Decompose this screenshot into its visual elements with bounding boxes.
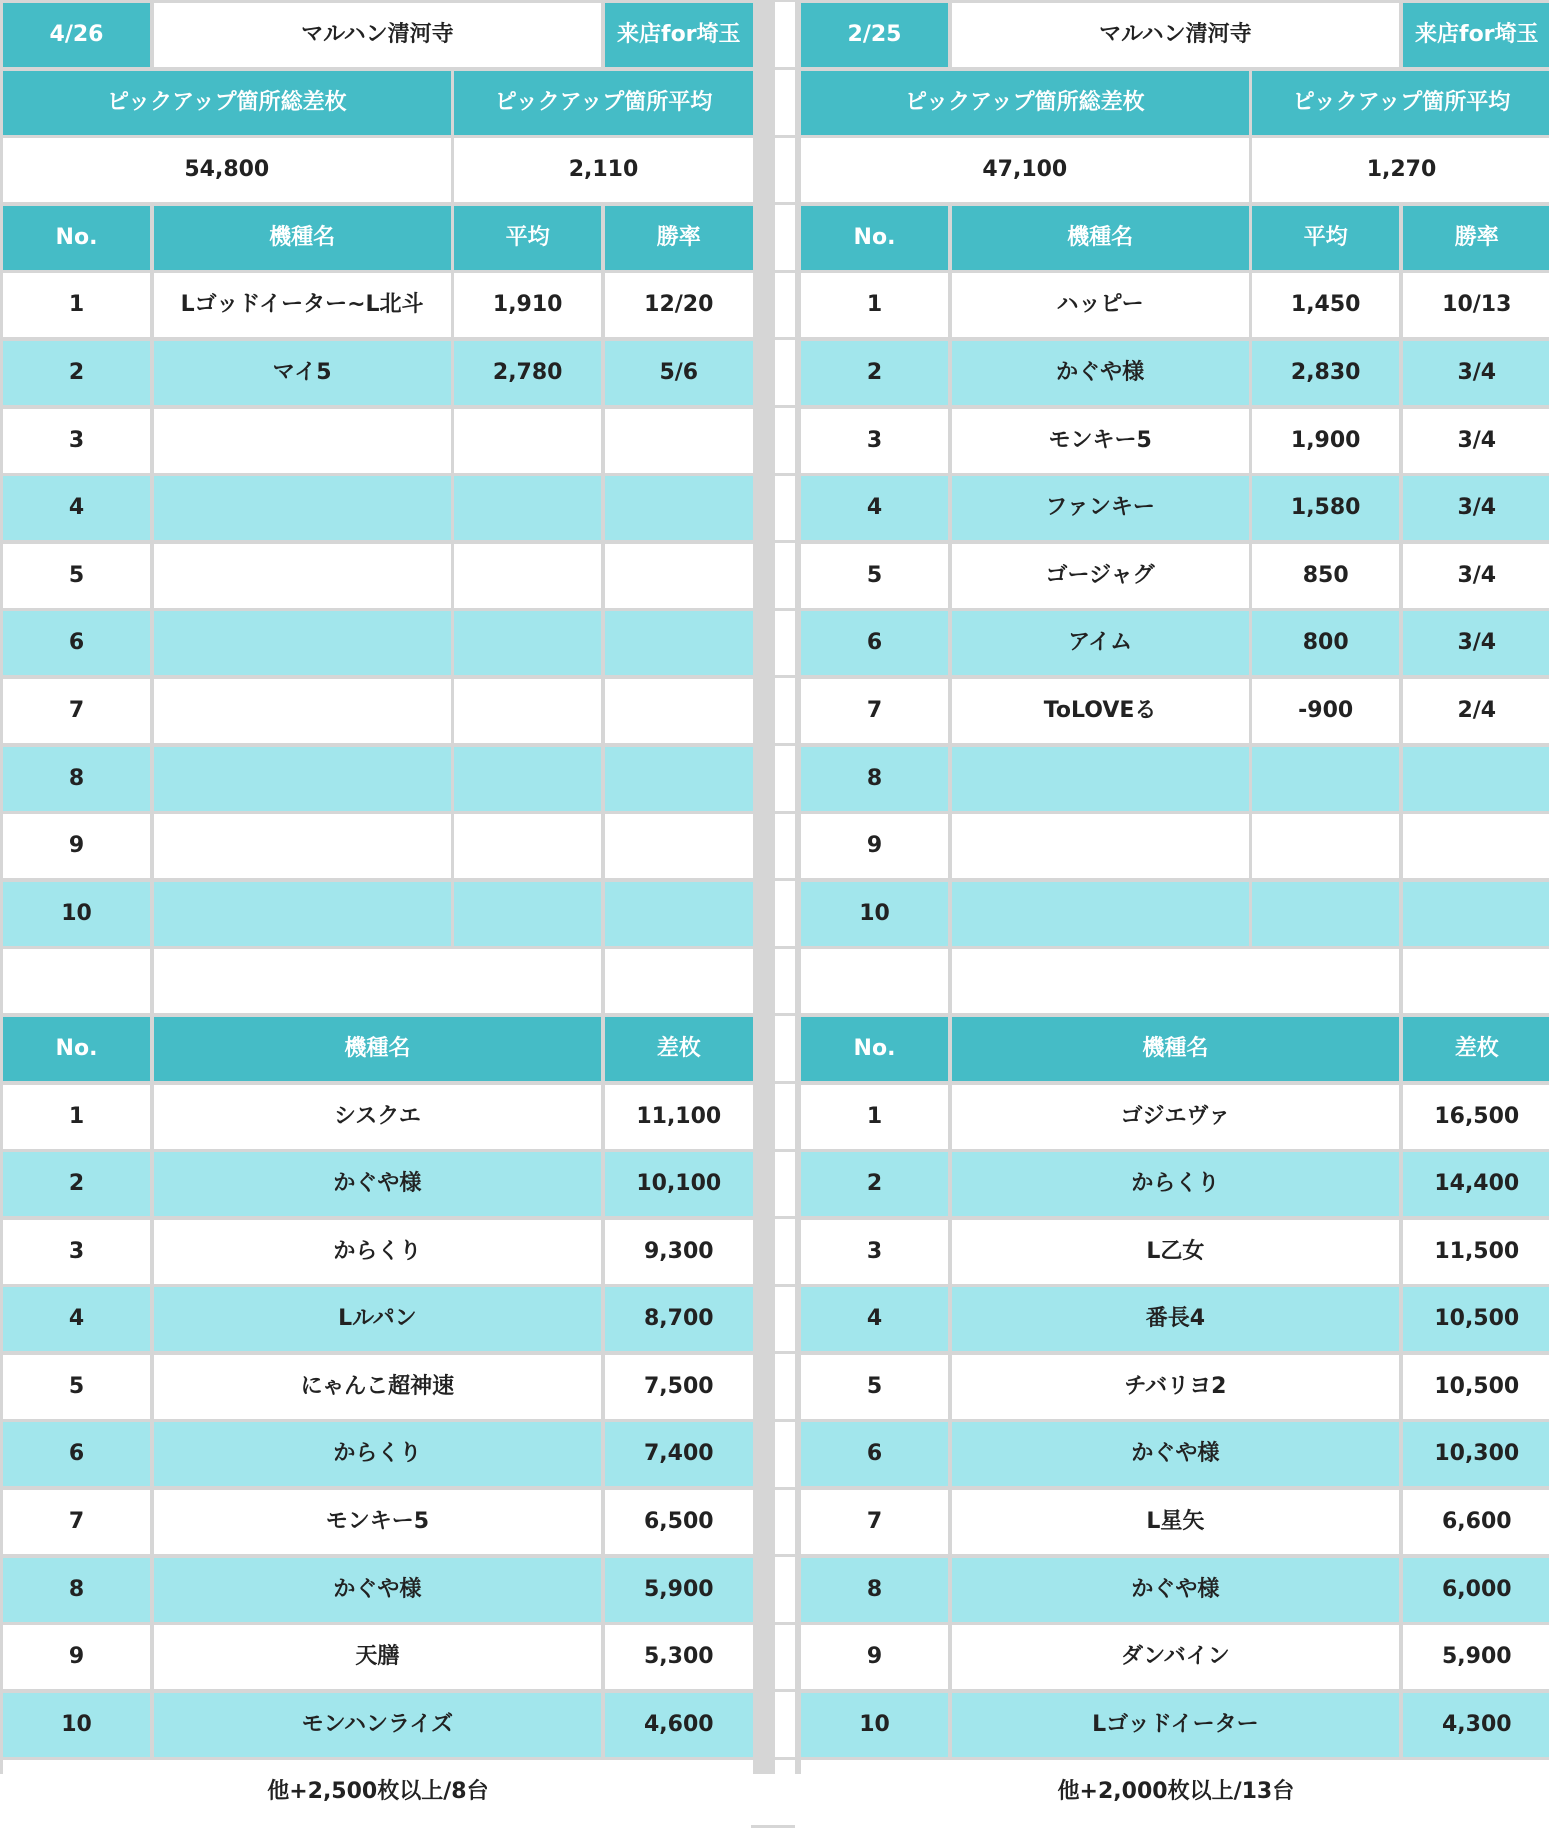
- ranking-row-name: Lルパン: [154, 1287, 602, 1351]
- pickup-row-name: ファンキー: [952, 476, 1249, 540]
- ranking-row-no: 8: [801, 1558, 948, 1622]
- pickup-header-rate: 勝率: [1403, 206, 1549, 270]
- spacer-cell: [952, 949, 1400, 1013]
- ranking-row-no: 4: [3, 1287, 150, 1351]
- pickup-row-no: 7: [801, 679, 948, 743]
- ranking-row-diff: 4,600: [605, 1693, 753, 1757]
- event-label: 来店for埼玉: [605, 3, 753, 67]
- pickup-row-name: アイム: [952, 611, 1249, 675]
- ranking-row-no: 2: [801, 1152, 948, 1216]
- ranking-row-name: L星矢: [952, 1490, 1400, 1554]
- grid-line: [751, 1825, 795, 1828]
- pickup-row-rate: [605, 476, 753, 540]
- spacer-cell: [154, 949, 602, 1013]
- pickup-row-name: [952, 747, 1249, 811]
- event-label: 来店for埼玉: [1403, 3, 1549, 67]
- pickup-row-rate: 5/6: [605, 341, 753, 405]
- pickup-row-name: ToLOVEる: [952, 679, 1249, 743]
- summary-header-total: ピックアップ箇所総差枚: [801, 71, 1249, 135]
- ranking-row-name: Lゴッドイーター: [952, 1693, 1400, 1757]
- pickup-row-no: 3: [801, 409, 948, 473]
- pickup-row-rate: [1403, 814, 1549, 878]
- store-name: マルハン清河寺: [952, 3, 1400, 67]
- pickup-row-name: [154, 409, 451, 473]
- pickup-header-name: 機種名: [154, 206, 451, 270]
- ranking-row-diff: 11,500: [1403, 1220, 1549, 1284]
- ranking-row-diff: 7,400: [605, 1422, 753, 1486]
- pickup-row-name: ハッピー: [952, 273, 1249, 337]
- ranking-row-diff: 10,300: [1403, 1422, 1549, 1486]
- pickup-row-no: 2: [3, 341, 150, 405]
- ranking-row-diff: 14,400: [1403, 1152, 1549, 1216]
- pickup-header-avg: 平均: [1252, 206, 1399, 270]
- pickup-row-name: [154, 611, 451, 675]
- ranking-row-diff: 6,600: [1403, 1490, 1549, 1554]
- ranking-row-no: 1: [3, 1085, 150, 1149]
- pickup-row-no: 5: [801, 544, 948, 608]
- pickup-row-name: [154, 882, 451, 946]
- store-name: マルハン清河寺: [154, 3, 602, 67]
- pickup-row-no: 5: [3, 544, 150, 608]
- panel-right: [798, 0, 1549, 1805]
- pickup-row-avg: [454, 476, 601, 540]
- ranking-row-no: 3: [801, 1220, 948, 1284]
- ranking-row-name: チバリヨ2: [952, 1355, 1400, 1419]
- summary-value-average: 1,270: [1252, 138, 1549, 202]
- pickup-header-avg: 平均: [454, 206, 601, 270]
- ranking-row-diff: 6,000: [1403, 1558, 1549, 1622]
- ranking-row-name: かぐや様: [952, 1558, 1400, 1622]
- pickup-row-rate: [605, 814, 753, 878]
- ranking-row-name: モンハンライズ: [154, 1693, 602, 1757]
- pickup-row-no: 2: [801, 341, 948, 405]
- pickup-row-avg: 1,450: [1252, 273, 1399, 337]
- pickup-row-no: 1: [3, 273, 150, 337]
- spacer-cell: [801, 949, 948, 1013]
- pickup-row-rate: 3/4: [1403, 544, 1549, 608]
- pickup-row-avg: 850: [1252, 544, 1399, 608]
- date-cell: 4/26: [3, 3, 150, 67]
- pickup-header-no: No.: [801, 206, 948, 270]
- ranking-row-diff: 16,500: [1403, 1085, 1549, 1149]
- ranking-row-no: 8: [3, 1558, 150, 1622]
- pickup-row-no: 10: [801, 882, 948, 946]
- ranking-header-name: 機種名: [952, 1017, 1400, 1081]
- pickup-row-avg: [454, 747, 601, 811]
- pickup-row-rate: [605, 544, 753, 608]
- ranking-row-diff: 8,700: [605, 1287, 753, 1351]
- ranking-row-no: 9: [801, 1625, 948, 1689]
- pickup-row-name: [154, 544, 451, 608]
- ranking-row-name: かぐや様: [154, 1558, 602, 1622]
- pickup-row-avg: 2,830: [1252, 341, 1399, 405]
- summary-header-total: ピックアップ箇所総差枚: [3, 71, 451, 135]
- ranking-row-diff: 5,300: [605, 1625, 753, 1689]
- summary-value-total: 54,800: [3, 138, 451, 202]
- summary-header-average: ピックアップ箇所平均: [1252, 71, 1549, 135]
- ranking-header-name: 機種名: [154, 1017, 602, 1081]
- ranking-row-no: 1: [801, 1085, 948, 1149]
- ranking-row-name: 天膳: [154, 1625, 602, 1689]
- pickup-row-name: かぐや様: [952, 341, 1249, 405]
- pickup-row-avg: [1252, 747, 1399, 811]
- ranking-row-no: 7: [801, 1490, 948, 1554]
- ranking-row-no: 6: [801, 1422, 948, 1486]
- pickup-row-name: [154, 679, 451, 743]
- ranking-row-no: 5: [3, 1355, 150, 1419]
- ranking-row-name: 番長4: [952, 1287, 1400, 1351]
- pickup-row-name: [952, 882, 1249, 946]
- pickup-row-name: [154, 747, 451, 811]
- pickup-row-avg: -900: [1252, 679, 1399, 743]
- pickup-row-avg: [454, 882, 601, 946]
- pickup-row-avg: 1,900: [1252, 409, 1399, 473]
- spacer-cell: [605, 949, 753, 1013]
- ranking-row-name: かぐや様: [952, 1422, 1400, 1486]
- pickup-row-no: 6: [801, 611, 948, 675]
- ranking-row-no: 9: [3, 1625, 150, 1689]
- ranking-row-name: シスクエ: [154, 1085, 602, 1149]
- ranking-row-diff: 4,300: [1403, 1693, 1549, 1757]
- pickup-row-avg: [1252, 814, 1399, 878]
- pickup-row-rate: 10/13: [1403, 273, 1549, 337]
- pickup-row-no: 7: [3, 679, 150, 743]
- ranking-row-diff: 10,500: [1403, 1287, 1549, 1351]
- ranking-header-diff: 差枚: [605, 1017, 753, 1081]
- pickup-row-rate: 3/4: [1403, 476, 1549, 540]
- ranking-header-diff: 差枚: [1403, 1017, 1549, 1081]
- ranking-row-no: 6: [3, 1422, 150, 1486]
- pickup-row-rate: [1403, 882, 1549, 946]
- pickup-header-rate: 勝率: [605, 206, 753, 270]
- pickup-row-avg: [454, 611, 601, 675]
- summary-header-average: ピックアップ箇所平均: [454, 71, 753, 135]
- pickup-row-name: ゴージャグ: [952, 544, 1249, 608]
- spacer-cell: [3, 949, 150, 1013]
- pickup-row-no: 4: [801, 476, 948, 540]
- ranking-header-no: No.: [3, 1017, 150, 1081]
- ranking-header-no: No.: [801, 1017, 948, 1081]
- pickup-row-avg: 1,580: [1252, 476, 1399, 540]
- pickup-row-avg: [454, 544, 601, 608]
- pickup-row-avg: 2,780: [454, 341, 601, 405]
- pickup-header-no: No.: [3, 206, 150, 270]
- ranking-row-name: からくり: [154, 1422, 602, 1486]
- pickup-row-no: 6: [3, 611, 150, 675]
- ranking-row-no: 5: [801, 1355, 948, 1419]
- ranking-row-diff: 10,100: [605, 1152, 753, 1216]
- pickup-row-rate: 12/20: [605, 273, 753, 337]
- pickup-row-no: 3: [3, 409, 150, 473]
- pickup-row-avg: 800: [1252, 611, 1399, 675]
- pickup-row-no: 1: [801, 273, 948, 337]
- ranking-row-name: にゃんこ超神速: [154, 1355, 602, 1419]
- pickup-row-no: 8: [3, 747, 150, 811]
- pickup-row-rate: [605, 882, 753, 946]
- footer-note: 他+2,500枚以上/8台: [3, 1760, 753, 1824]
- ranking-row-diff: 7,500: [605, 1355, 753, 1419]
- pickup-row-avg: [454, 679, 601, 743]
- ranking-row-no: 2: [3, 1152, 150, 1216]
- pickup-row-rate: 3/4: [1403, 409, 1549, 473]
- ranking-row-name: モンキー5: [154, 1490, 602, 1554]
- pickup-row-avg: [454, 409, 601, 473]
- spacer-cell: [1403, 949, 1549, 1013]
- ranking-row-diff: 5,900: [1403, 1625, 1549, 1689]
- pickup-row-avg: [454, 814, 601, 878]
- pickup-row-rate: [605, 679, 753, 743]
- ranking-row-name: からくり: [154, 1220, 602, 1284]
- ranking-row-name: かぐや様: [154, 1152, 602, 1216]
- pickup-row-name: Lゴッドイーター~L北斗: [154, 273, 451, 337]
- pickup-row-rate: 2/4: [1403, 679, 1549, 743]
- pickup-row-name: マイ5: [154, 341, 451, 405]
- pickup-row-no: 10: [3, 882, 150, 946]
- ranking-row-diff: 5,900: [605, 1558, 753, 1622]
- pickup-row-avg: [1252, 882, 1399, 946]
- pickup-row-rate: 3/4: [1403, 341, 1549, 405]
- ranking-row-name: ゴジエヴァ: [952, 1085, 1400, 1149]
- pickup-row-no: 9: [3, 814, 150, 878]
- pickup-row-rate: [605, 611, 753, 675]
- ranking-row-diff: 6,500: [605, 1490, 753, 1554]
- pickup-row-no: 8: [801, 747, 948, 811]
- pickup-row-rate: [605, 747, 753, 811]
- ranking-row-no: 3: [3, 1220, 150, 1284]
- pickup-row-name: [154, 814, 451, 878]
- pickup-row-rate: [605, 409, 753, 473]
- ranking-row-name: からくり: [952, 1152, 1400, 1216]
- ranking-row-no: 10: [3, 1693, 150, 1757]
- ranking-row-diff: 10,500: [1403, 1355, 1549, 1419]
- ranking-row-no: 4: [801, 1287, 948, 1351]
- panel-left: [0, 0, 775, 1805]
- pickup-row-name: [952, 814, 1249, 878]
- ranking-row-no: 10: [801, 1693, 948, 1757]
- summary-value-total: 47,100: [801, 138, 1249, 202]
- date-cell: 2/25: [801, 3, 948, 67]
- ranking-row-name: L乙女: [952, 1220, 1400, 1284]
- summary-value-average: 2,110: [454, 138, 753, 202]
- pickup-row-no: 4: [3, 476, 150, 540]
- ranking-row-name: ダンバイン: [952, 1625, 1400, 1689]
- pickup-row-name: [154, 476, 451, 540]
- pickup-row-name: モンキー5: [952, 409, 1249, 473]
- ranking-row-diff: 9,300: [605, 1220, 753, 1284]
- pickup-row-avg: 1,910: [454, 273, 601, 337]
- pickup-row-no: 9: [801, 814, 948, 878]
- pickup-row-rate: [1403, 747, 1549, 811]
- pickup-header-name: 機種名: [952, 206, 1249, 270]
- pickup-row-rate: 3/4: [1403, 611, 1549, 675]
- ranking-row-no: 7: [3, 1490, 150, 1554]
- footer-note: 他+2,000枚以上/13台: [801, 1760, 1549, 1824]
- ranking-row-diff: 11,100: [605, 1085, 753, 1149]
